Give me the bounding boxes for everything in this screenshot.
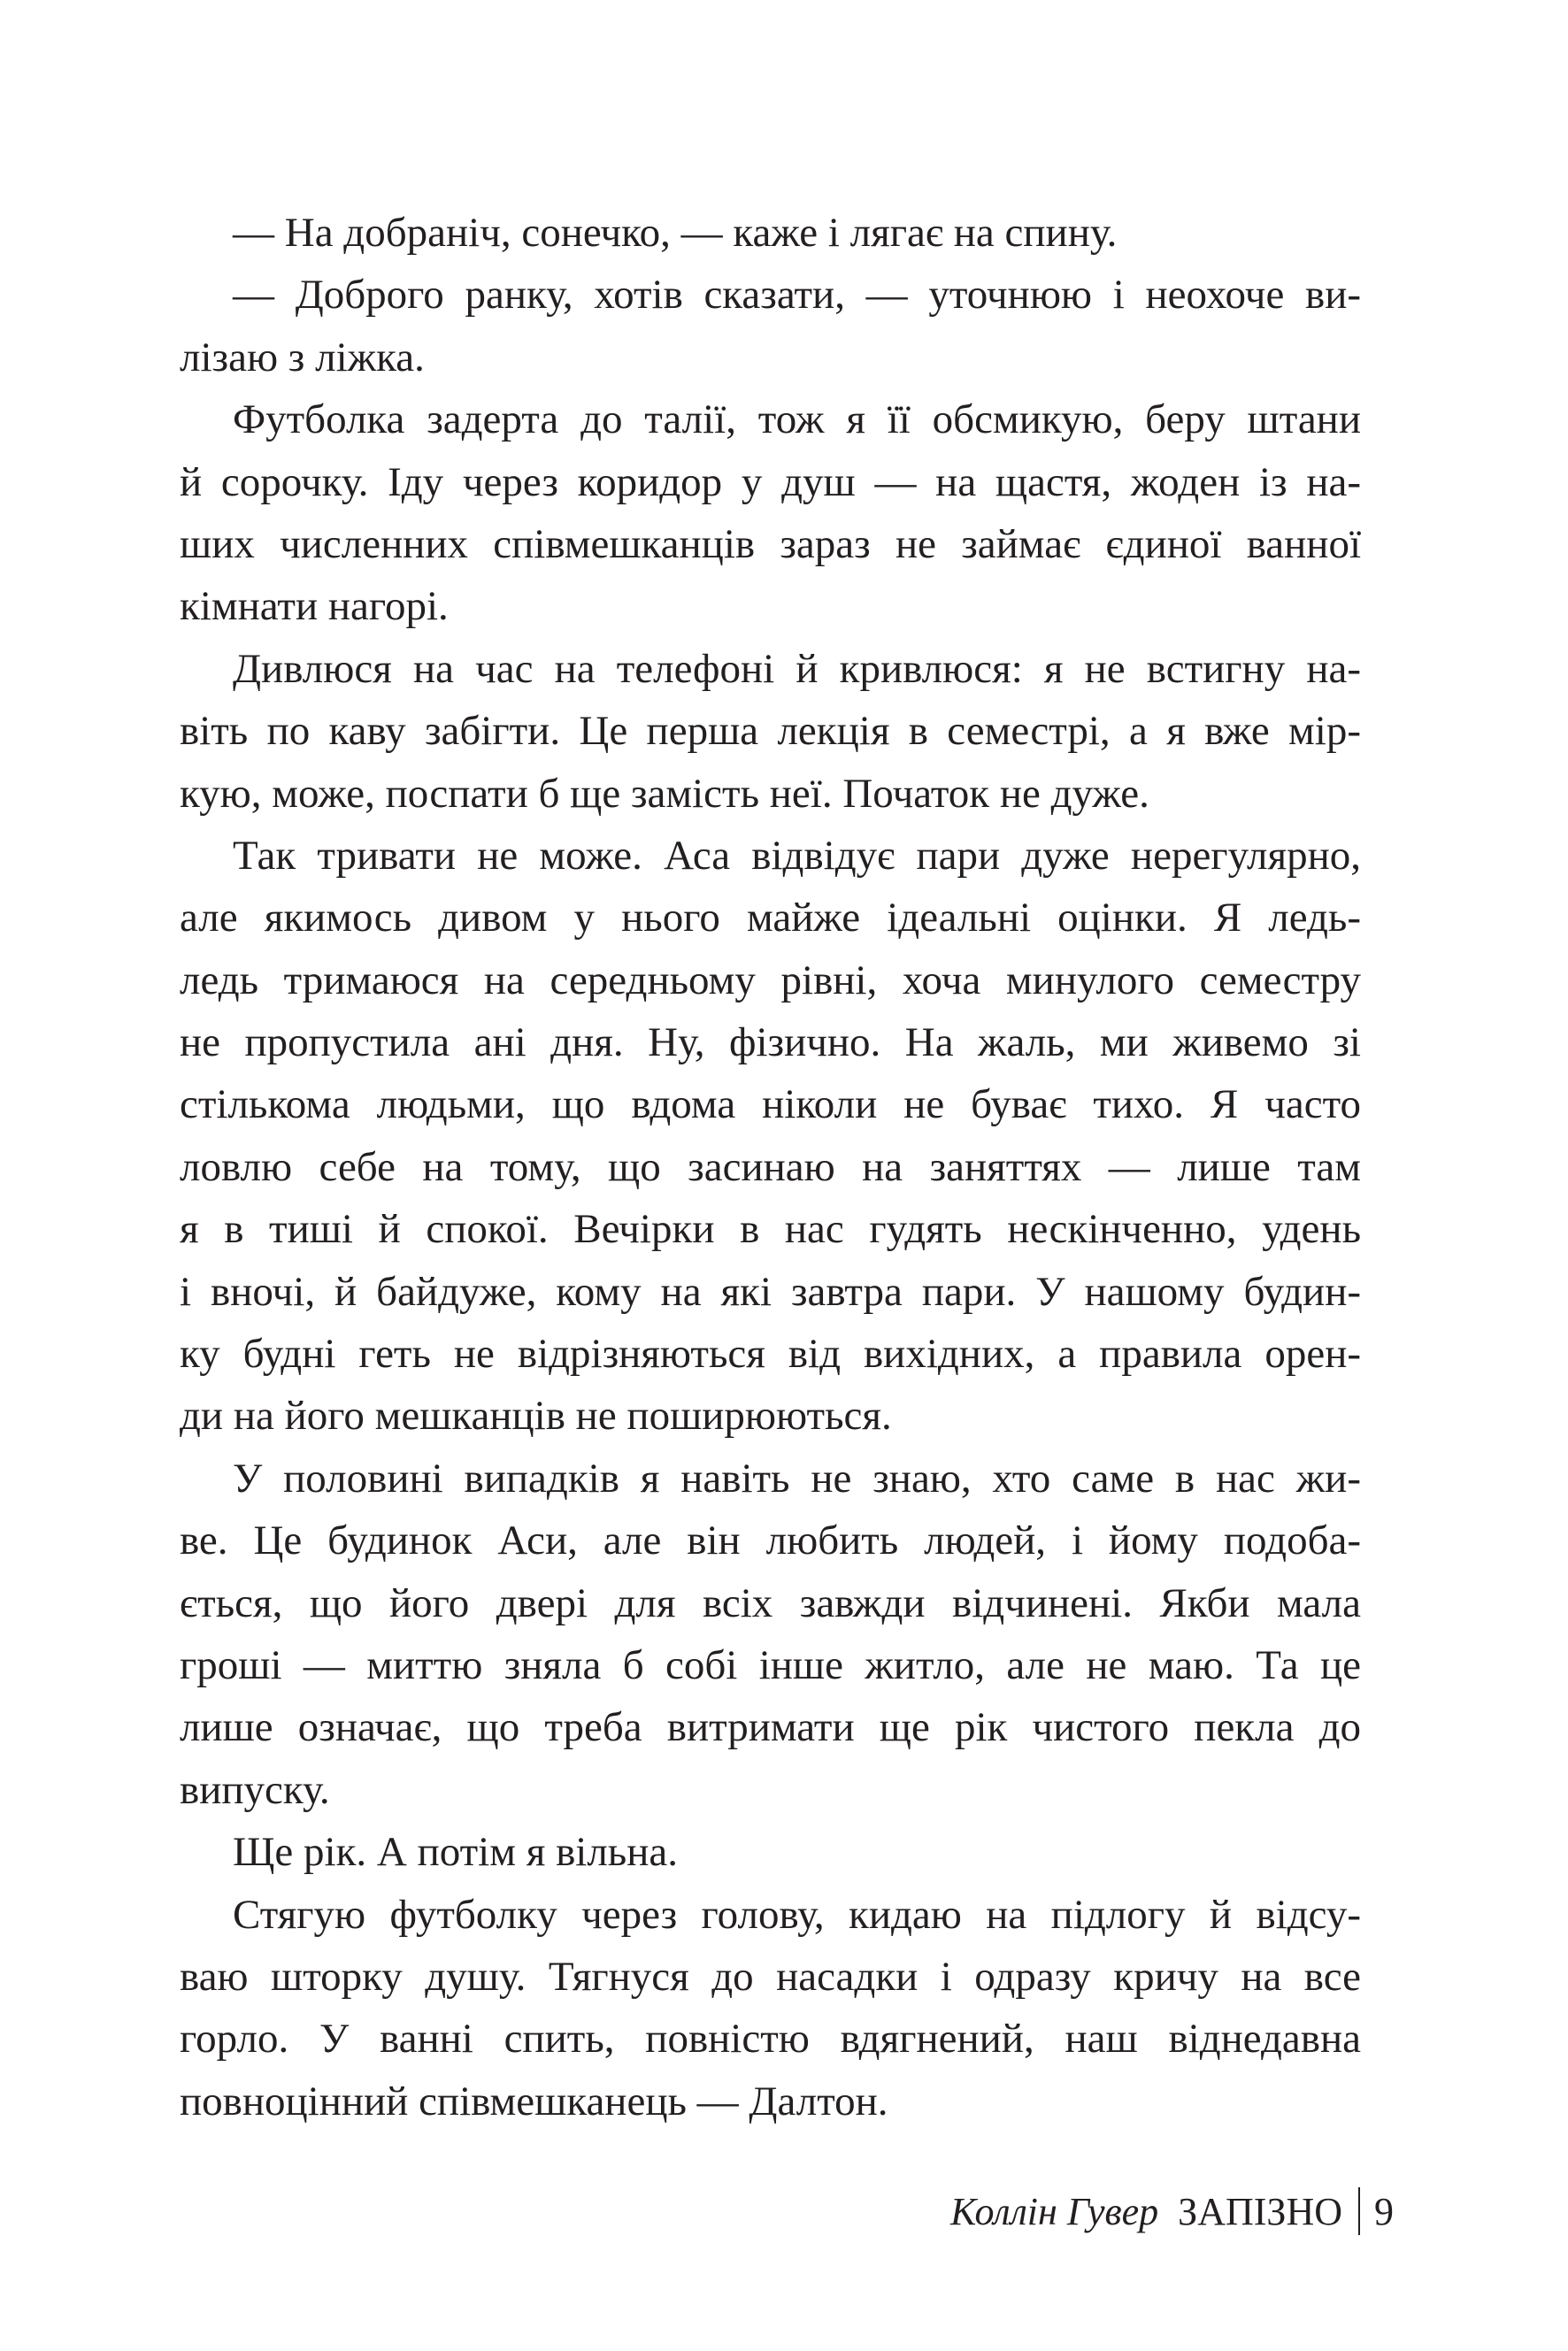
text-line: ку будні геть не відрізняються від вихідних, а правила орен- (180, 1331, 1361, 1378)
footer-book-title: ЗАПІЗНО (1178, 2189, 1342, 2233)
text-line: але якимось дивом у нього майже ідеальні оцінки. Я ледь- (180, 895, 1361, 941)
text-line: кімнати нагорі. (180, 583, 449, 630)
page-body (180, 202, 1361, 2132)
text-line: я в тиші й спокої. Вечірки в нас гудять нескінченно, удень (180, 1206, 1361, 1253)
text-line: випуску. (180, 1766, 330, 1813)
text-line: — Доброго ранку, хотів сказати, — уточнюю і неохоче ви- (233, 272, 1361, 319)
text-line: й сорочку. Іду через коридор у душ — на щастя, жоден із на- (180, 458, 1361, 505)
text-line: ди на його мешканців не поширюються. (180, 1393, 892, 1440)
paragraph (180, 202, 1361, 264)
text-line: стількома людьми, що вдома ніколи не буває тихо. Я часто (180, 1081, 1361, 1128)
text-line: кую, може, поспати б ще замість неї. Початок не дуже. (180, 770, 1149, 817)
paragraph (180, 638, 1361, 825)
paragraph (180, 1448, 1361, 1821)
footer-divider (1358, 2187, 1360, 2235)
text-line: ших численних співмешканців зараз не займає єдиної ванної (180, 520, 1361, 567)
text-line: лізаю з ліжка. (180, 334, 425, 380)
text-line: повноцінний співмешканець — Далтон. (180, 2078, 888, 2124)
text-line: Дивлюся на час на телефоні й кривлюся: я не встигну на- (233, 645, 1361, 692)
text-line: Ще рік. А потім я вільна. (233, 1829, 679, 1876)
text-line: лише означає, що треба витримати ще рік чистого пекла до (180, 1704, 1361, 1751)
text-line: — На добраніч, сонечко, — каже і лягає на спину. (233, 210, 1118, 256)
text-line: і вночі, й байдуже, кому на які завтра пари. У нашому будин- (180, 1268, 1361, 1315)
text-line: гроші — миттю зняла б собі інше житло, але не маю. Та це (180, 1641, 1361, 1688)
text-line: ється, що його двері для всіх завжди відчинені. Якби мала (180, 1579, 1361, 1626)
footer-author: Коллін Гувер (949, 2189, 1159, 2233)
text-line: ледь тримаюся на середньому рівні, хоча минулого семестру (180, 957, 1361, 1003)
text-line: ваю шторку душу. Тягнуся до насадки і одразу кричу на все (180, 1953, 1361, 2000)
paragraph (180, 1884, 1361, 2133)
page-footer (950, 2184, 1394, 2239)
paragraph (180, 1821, 1361, 1883)
text-line: Стягую футболку через голову, кидаю на підлогу й відсу- (233, 1891, 1361, 1938)
page-number: 9 (1374, 2189, 1394, 2233)
text-line: віть по каву забігти. Це перша лекція в семестрі, а я вже мір- (180, 708, 1361, 755)
text-line: ловлю себе на тому, що засинаю на заняттях — лише там (180, 1143, 1361, 1190)
text-line: У половині випадків я навіть не знаю, хто саме в нас жи- (233, 1455, 1361, 1502)
text-line: Футболка задерта до талії, тож я її обсмикую, беру штани (233, 396, 1361, 443)
paragraph (180, 264, 1361, 388)
text-line: горло. У ванні спить, повністю вдягнений, наш віднедавна (180, 2016, 1361, 2063)
paragraph (180, 825, 1361, 1448)
paragraph (180, 388, 1361, 638)
text-line: ве. Це будинок Аси, але він любить людей, і йому подоба- (180, 1517, 1361, 1564)
text-line: не пропустила ані дня. Ну, фізично. На жаль, ми живемо зі (180, 1019, 1361, 1066)
text-line: Так тривати не може. Аса відвідує пари дуже нерегулярно, (233, 832, 1361, 879)
